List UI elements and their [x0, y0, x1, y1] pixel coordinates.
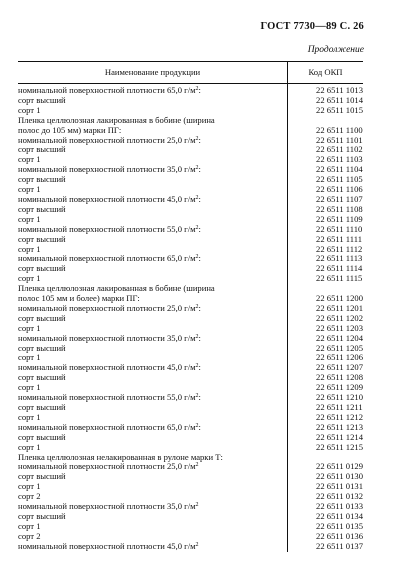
product-name-text: номинальной поверхностной плотности 25,0 г/м: [18, 302, 196, 313]
okp-code-cell: 22 6511 1201: [316, 302, 363, 313]
unit-exponent: 2: [195, 502, 199, 509]
product-name-cell: [18, 145, 288, 155]
okp-code-cell: 22 6511 1108: [316, 203, 363, 214]
product-name-text: номинальной поверхностной плотности 25,0 г/м: [18, 461, 196, 472]
okp-code-cell: 22 6511 1202: [316, 312, 363, 323]
table-row: [18, 403, 363, 413]
unit-exponent: 2: [195, 194, 199, 201]
table-row: [18, 136, 363, 146]
product-name-text: номинальной поверхностной плотности 65,0 г/м: [18, 253, 196, 264]
okp-code-cell: 22 6511 1106: [316, 184, 363, 195]
table-row: [18, 512, 363, 522]
okp-code-cell: 22 6511 1203: [316, 322, 363, 333]
okp-code-cell: 22 6511 1205: [316, 342, 363, 353]
okp-code-cell: 22 6511 1114: [316, 263, 363, 274]
table-row: [18, 235, 363, 245]
okp-code-cell: 22 6511 0132: [316, 491, 363, 502]
product-name-text: сорт высший: [18, 510, 66, 521]
product-name-cell: [18, 344, 288, 354]
table-body: [18, 84, 363, 552]
product-name-text: сорт 1: [18, 322, 41, 333]
product-name-cell: [18, 96, 288, 106]
table-row: [18, 195, 363, 205]
product-name-text: сорт высший: [18, 312, 66, 323]
table-row: [18, 304, 363, 314]
okp-code-cell: 22 6511 1104: [316, 164, 363, 175]
unit-exponent: 2: [195, 541, 199, 548]
table-row: [18, 254, 363, 264]
product-name-suffix: :: [198, 421, 201, 432]
okp-code-cell: 22 6511 1210: [316, 392, 363, 403]
product-name-cell: [18, 264, 288, 274]
column-header-product-name: Наименование продукции: [18, 62, 288, 84]
unit-exponent: 2: [195, 86, 199, 92]
table-row: [18, 542, 363, 552]
table-row: [18, 165, 363, 175]
okp-code-cell: 22 6511 1214: [316, 431, 363, 442]
table-row: [18, 314, 363, 324]
product-name-suffix: :: [198, 332, 201, 343]
okp-code-cell: 22 6511 1200: [316, 293, 363, 304]
unit-exponent: 2: [195, 393, 199, 400]
okp-code-cell: 22 6511 1207: [316, 362, 363, 373]
product-name-text: сорт 1: [18, 520, 41, 531]
product-name-text: сорт высший: [18, 263, 66, 274]
product-name-text: сорт 2: [18, 491, 41, 502]
okp-code-cell: 22 6511 1107: [316, 193, 363, 204]
unit-exponent: 2: [195, 422, 199, 429]
table-header-row: [18, 62, 363, 84]
okp-code-cell: 22 6511 0137: [316, 540, 363, 551]
okp-code-cell: 22 6511 1111: [316, 233, 363, 244]
okp-code-cell: 22 6511 1115: [316, 273, 363, 284]
okp-code-cell: 22 6511 0134: [316, 510, 363, 521]
product-name-text: номинальной поверхностной плотности 25,0 г/м: [18, 134, 196, 145]
table-row: [18, 96, 363, 106]
okp-code-cell: 22 6511 1208: [316, 372, 363, 383]
okp-code-cell: 22 6511 1211: [316, 402, 363, 412]
table-row: [18, 373, 363, 383]
okp-code-cell: 22 6511 1102: [316, 144, 363, 155]
product-name-text: Пленка целлюлозная нелакированная в рулоне марки Т:: [18, 451, 223, 462]
product-name-text: номинальной поверхностной плотности 35,0 г/м: [18, 501, 196, 512]
table-row: [18, 175, 363, 185]
unit-exponent: 2: [195, 254, 199, 261]
product-name-text: Пленка целлюлозная лакированная в бобине (ширина: [18, 114, 215, 125]
product-name-suffix: :: [198, 134, 201, 145]
okp-code-cell: 22 6511 1105: [316, 174, 363, 185]
product-name-text: номинальной поверхностной плотности 65,0 г/м: [18, 85, 196, 95]
table-row: [18, 145, 363, 155]
product-name-text: сорт высший: [18, 471, 66, 482]
product-name-cell: [18, 542, 288, 552]
table-row: [18, 363, 363, 373]
product-name-text: сорт высший: [18, 372, 66, 383]
product-name-text: номинальной поверхностной плотности 45,0 г/м: [18, 193, 196, 204]
product-name-suffix: :: [198, 253, 201, 264]
okp-code-cell: 22 6511 1110: [316, 223, 363, 234]
product-name-cell: [18, 482, 288, 492]
product-name-text: сорт 2: [18, 530, 41, 541]
product-name-text: номинальной поверхностной плотности 65,0 г/м: [18, 421, 196, 432]
okp-code-cell: 22 6511 1103: [316, 154, 363, 165]
column-header-okp-code: Код ОКП: [288, 62, 363, 84]
okp-code-cell: 22 6511 0131: [316, 481, 363, 492]
okp-code-cell: 22 6511 0136: [316, 530, 363, 541]
table-row: [18, 423, 363, 433]
product-name-cell: [18, 205, 288, 215]
product-name-text: сорт высший: [18, 233, 66, 244]
product-name-text: сорт высший: [18, 203, 66, 214]
okp-code-cell: 22 6511 1014: [316, 94, 363, 105]
product-name-suffix: :: [198, 164, 201, 175]
table-row: [18, 225, 363, 235]
product-name-text: сорт 1: [18, 382, 41, 393]
okp-code-cell: 22 6511 1109: [316, 213, 363, 224]
continuation-label: Продолжение: [307, 45, 364, 55]
okp-code-cell: 22 6511 0130: [316, 471, 363, 482]
table-row: [18, 482, 363, 492]
okp-code-cell: 22 6511 1204: [316, 332, 363, 343]
product-name-suffix: :: [198, 302, 201, 313]
product-name-text: номинальной поверхностной плотности 35,0 г/м: [18, 164, 196, 175]
product-name-cell: [18, 235, 288, 245]
product-name-text: сорт 1: [18, 243, 41, 254]
table-row: [18, 462, 363, 472]
product-name-text: полос 105 мм и более) марки ПГ:: [18, 293, 140, 304]
okp-code-cell: 22 6511 1100: [316, 124, 363, 135]
unit-exponent: 2: [195, 165, 199, 172]
product-name-text: сорт высший: [18, 174, 66, 185]
product-name-text: сорт 1: [18, 411, 41, 422]
document-header: ГОСТ 7730—89 С. 26: [260, 21, 364, 32]
product-name-cell: [18, 472, 288, 482]
product-name-text: номинальной поверхностной плотности 35,0 г/м: [18, 332, 196, 343]
okp-code-cell: 22 6511 1213: [316, 421, 363, 432]
okp-code-cell: 22 6511 1101: [316, 134, 363, 145]
unit-exponent: 2: [195, 224, 199, 231]
table-row: [18, 344, 363, 354]
product-name-cell: [18, 403, 288, 413]
okp-code-cell: 22 6511 1113: [316, 253, 363, 264]
table-row: [18, 334, 363, 344]
okp-code-cell: 22 6511 1215: [316, 441, 363, 452]
table-row: [18, 205, 363, 215]
product-name-text: номинальной поверхностной плотности 55,0 г/м: [18, 223, 196, 234]
product-name-text: Пленка целлюлозная лакированная в бобине (ширина: [18, 283, 215, 294]
okp-code-cell: 22 6511 1015: [316, 104, 363, 115]
product-name-text: сорт 1: [18, 352, 41, 363]
unit-exponent: 2: [195, 135, 199, 142]
table-row: [18, 472, 363, 482]
product-name-text: сорт высший: [18, 94, 66, 105]
table-row: [18, 502, 363, 512]
product-name-text: сорт 1: [18, 213, 41, 224]
table-row: [18, 264, 363, 274]
product-name-cell: [18, 314, 288, 324]
product-name-suffix: :: [198, 223, 201, 234]
table-row: [18, 433, 363, 443]
product-name-text: сорт 1: [18, 441, 41, 452]
product-name-cell: [18, 175, 288, 185]
product-name-text: сорт 1: [18, 104, 41, 115]
product-name-text: сорт высший: [18, 402, 66, 412]
okp-code-cell: 22 6511 1209: [316, 382, 363, 393]
product-name-text: сорт высший: [18, 431, 66, 442]
product-name-text: полос до 105 мм) марки ПГ:: [18, 124, 122, 135]
unit-exponent: 2: [195, 363, 199, 370]
okp-code-cell: 22 6511 1206: [316, 352, 363, 363]
product-name-cell: [18, 522, 288, 532]
product-name-text: сорт 1: [18, 154, 41, 165]
product-name-text: сорт 1: [18, 481, 41, 492]
product-name-text: номинальной поверхностной плотности 45,0 г/м: [18, 362, 196, 373]
product-name-suffix: :: [198, 85, 201, 95]
okp-code-cell: 22 6511 0129: [316, 461, 363, 472]
product-name-text: сорт высший: [18, 342, 66, 353]
product-name-suffix: :: [198, 362, 201, 373]
table-row: [18, 84, 363, 96]
unit-exponent: 2: [195, 462, 199, 469]
okp-code-cell: 22 6511 1112: [316, 243, 363, 254]
product-name-suffix: :: [198, 193, 201, 204]
product-name-text: сорт 1: [18, 273, 41, 284]
product-name-text: сорт высший: [18, 144, 66, 155]
product-name-text: сорт 1: [18, 184, 41, 195]
product-name-cell: [18, 512, 288, 522]
okp-code-cell: 22 6511 1212: [316, 411, 363, 422]
product-code-table: [18, 61, 363, 552]
product-name-suffix: :: [198, 392, 201, 403]
table-row: [18, 522, 363, 532]
product-name-text: номинальной поверхностной плотности 55,0 г/м: [18, 392, 196, 403]
okp-code-cell: 22 6511 0133: [316, 501, 363, 512]
okp-code-cell: 22 6511 1013: [316, 85, 363, 95]
unit-exponent: 2: [195, 303, 199, 310]
table-row: [18, 393, 363, 403]
product-name-cell: [18, 433, 288, 443]
okp-code-cell: 22 6511 0135: [316, 520, 363, 531]
product-name-cell: [18, 373, 288, 383]
unit-exponent: 2: [195, 333, 199, 340]
product-name-text: номинальной поверхностной плотности 45,0 г/м: [18, 540, 196, 551]
